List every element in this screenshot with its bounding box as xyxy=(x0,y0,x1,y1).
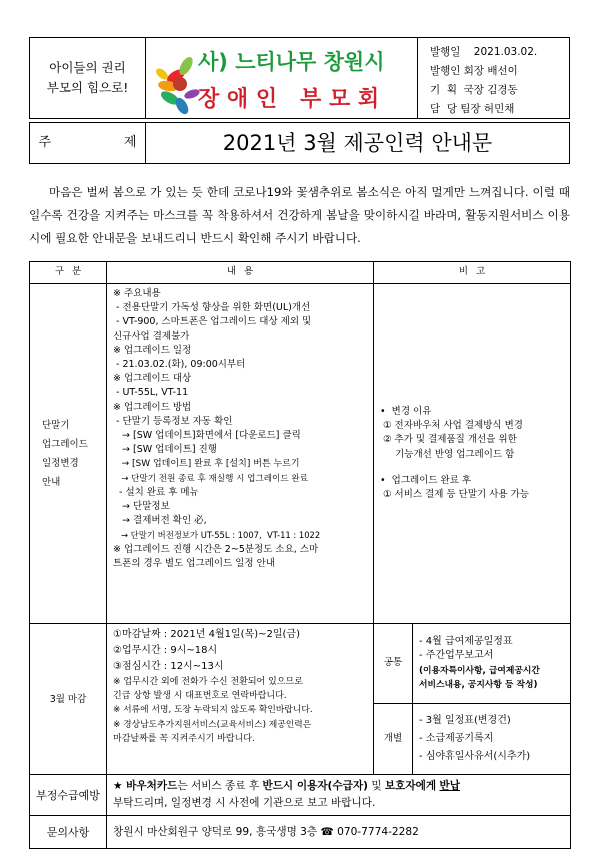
slogan-line-2: 부모의 힘으로! xyxy=(46,80,129,95)
content-terminal-upgrade: ※ 주요내용 - 전용단말기 가독성 향상을 위한 화면(UL)개선 - VT-900, 스마트폰은 업그레이드 대상 제외 및 신규사업 결제불가 ※ 업그레이드 일정 - 21.03.02.(화), 09:00시부터 ※ 업그레이드 대상 - UT-55L, VT-11 ※ 업그레이드 방법 - 단말기 등록정보 자동 확인 → [SW 업데이트]화면에서 [다운로드] 클릭 → [SW 업데이트] 진행 → [SW 업데이트] 완료 후 [설치] 버튼 누르기 → 단말기 전원 종료 후 재실행 시 업그레이드 완료 - 설치 완료 후 메뉴 → 단말정보 → 결제버전 확인 必, → 단말기 버전정보가 UT-55L : 1007, VT-11 : 1022 ※ 업그레이드 진행 시간은 2~5분정도 소요, 스마 트폰의 경우 별도 업그레이드 일정 안내 xyxy=(107,284,374,624)
category-fraud-prevention: 부정수급예방 xyxy=(30,775,107,816)
manager: 담 당 팀장 허민채 xyxy=(430,103,515,115)
content-fraud-prevention: ★ 바우처카드는 서비스 종료 후 반드시 이용자(수급자) 및 보호자에게 반납 부탁드리며, 일정변경 시 사전에 기관으로 보고 바랍니다. xyxy=(107,775,571,816)
header-notes: 비 고 xyxy=(374,262,571,284)
table-header-row xyxy=(30,262,571,284)
organization-logo xyxy=(146,37,418,119)
subject-label: 주 제 xyxy=(29,122,146,164)
planner: 기 획 국장 김경동 xyxy=(430,84,518,96)
issuer-info xyxy=(418,37,570,119)
leaf-cluster-icon xyxy=(154,55,201,116)
category-march-deadline: 3월 마감 xyxy=(30,624,107,775)
content-march-deadline: ①마감날짜 : 2021년 4월1일(목)~2일(금) ②업무시간 : 9시~18시 ③점심시간 : 12시~13시 ※ 업무시간 외에 전화가 수신 전환되어 있으므로 긴급 상항 발생 시 대표번호로 연락바랍니다. ※ 서류에 서명, 도장 누락되지 않도록 확인바랍니다. ※ 경상남도추가지원서비스(교육서비스) 제공인력은 마감날짜를 꼭 지켜주시기 바랍니다. xyxy=(107,624,374,775)
category-terminal-upgrade: 단말기 업그레이드 일정변경 안내 xyxy=(30,284,107,624)
subcategory-common: 공통 xyxy=(374,624,413,704)
slogan-line-1: 아이들의 권리 xyxy=(49,60,126,75)
publisher: 발행인 회장 배선이 xyxy=(430,65,518,77)
notes-common: - 4월 급여제공일정표 - 주간업무보고서 (이용자특이사항, 급여제공시간 서비스내용, 공지사항 등 작성) xyxy=(413,624,571,704)
issue-date: 발행일 2021.03.02. xyxy=(430,46,538,58)
organization-subname: 장 애 인 부 모 회 xyxy=(198,87,380,112)
table-row-terminal-upgrade xyxy=(30,284,571,624)
organization-name: 사) 느티나무 창원시 xyxy=(198,50,385,74)
subject-title: 2021년 3월 제공인력 안내문 xyxy=(146,122,570,164)
subcategory-individual: 개별 xyxy=(374,704,413,775)
table-row-inquiry xyxy=(30,816,571,849)
category-inquiry: 문의사항 xyxy=(30,816,107,849)
header-category: 구 분 xyxy=(30,262,107,284)
slogan-box xyxy=(29,37,146,119)
notes-individual: - 3월 일정표(변경건) - 소급제공기록지 - 심야휴일사유서(시추가) xyxy=(413,704,571,775)
content-inquiry: 창원시 마산회원구 양덕로 99, 흥국생명 3층 ☎ 070-7774-2282 xyxy=(107,816,571,849)
intro-paragraph: 마음은 벌써 봄으로 가 있는 듯 한데 코로나19와 꽃샘추위로 봄소식은 아직 멀게만 느껴집니다. 이럴 때 일수록 건강을 지켜주는 마스크를 꼭 착용하셔서 건강하게 봄날을 맞이하시길 바라며, 활동지원서비스 이용 시에 필요한 안내문을 보내드리니 반드시 확인해 주시기 바랍니다. xyxy=(29,185,570,245)
notes-terminal-upgrade: • 변경 이유 ① 전자바우처 사업 결제방식 변경 ② 추가 및 결제품질 개선을 위한 기능개선 반영 업그레이드 함 • 업그레이드 완료 후 ① 서비스 결제 등 단말기 사용 가능 xyxy=(374,284,571,624)
table-row-fraud-prevention xyxy=(30,775,571,816)
table-row-march-deadline xyxy=(30,624,571,704)
header-content: 내 용 xyxy=(107,262,374,284)
notice-table xyxy=(29,261,571,849)
